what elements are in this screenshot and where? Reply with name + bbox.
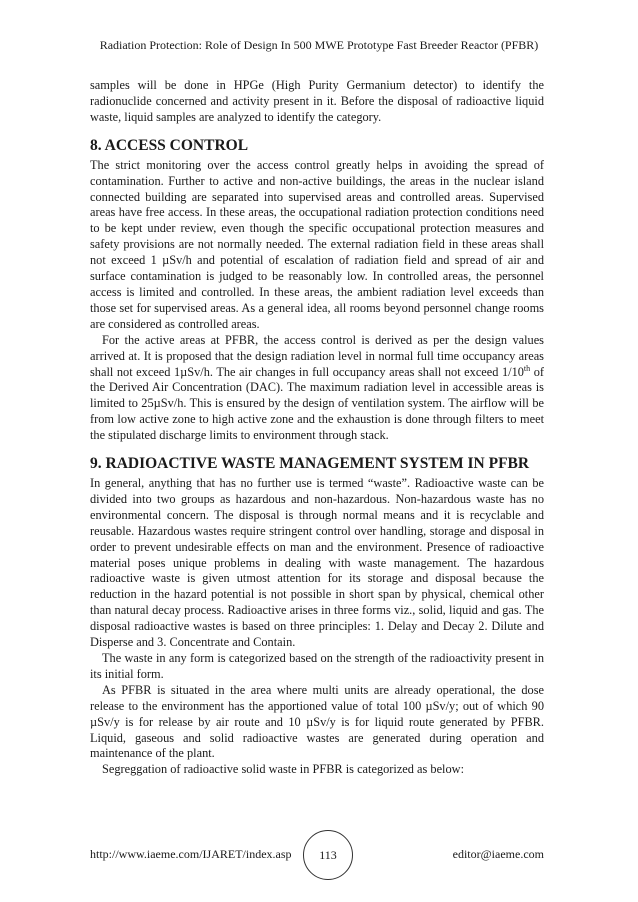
section-9-paragraph-1: In general, anything that has no further use is termed “waste”. Radioactive waste can be divided into two groups as hazardous and non-hazardous. Non-hazardous waste has no environmental concern. The disposal is through normal means and it is recyclable and reusable. Hazardous wastes require stringent control over handling, storage and disposal in order to prevent undesirable effects on man and the environment. Presence of radioactive material poses unique problems in dealing with waste management. The hazardous radioactive waste is given utmost attention for its storage and disposal because the reduction in the hazard potential is not possible in short span by physical, chemical other than natural decay process. Radioactive arises in three forms viz., solid, liquid and gas. The disposal radioactive wastes is based on three principles: 1. Delay and Decay 2. Dilute and Disperse and 3. Concentrate and Contain. [90,476,544,650]
page-content [90,78,544,778]
section-8-paragraph-1: The strict monitoring over the access control greatly helps in avoiding the spread of contamination. Further to active and non-active buildings, the areas in the nuclear island connected building are separated into supervised areas and controlled areas. Supervised areas have free access. In these areas, the occupational radiation protection conditions need to be kept under review, even though the specific occupational protection measures and safety provisions are not normally needed. The external radiation field in these areas shall not exceed 1 µSv/h and potential of escalation of radiation field and spread of air and surface contamination is judged to be reasonably low. In controlled areas, the personnel access is limited and controlled. In these areas, the ambient radiation level exceeds than those set for supervised areas. As a general idea, all rooms beyond personnel change rooms are considered as controlled areas. [90,157,544,331]
running-header: Radiation Protection: Role of Design In 500 MWE Prototype Fast Breeder Reactor (PFBR) [99,38,539,52]
page-number-badge: 113 [303,830,353,880]
footer-email-link[interactable]: editor@iaeme.com [452,847,544,861]
section-9-paragraph-3: As PFBR is situated in the area where multi units are already operational, the dose release to the environment has the apportioned value of total 100 µSv/y; out of which 90 µSv/y is for release by air route and 10 µSv/y is for liquid route generated by PFBR. Liquid, gaseous and solid radioactive wastes are generated during operation and maintenance of the plant. [90,682,544,761]
section-8-p2-part-b: of the Derived Air Concentration (DAC). The maximum radiation level in accessible areas is limited to 25µSv/h. This is ensured by the design of ventilation system. The airflow will be from low active zone to high active zone and the exhaustion is done through filters to meet the stipulated discharge limits to environment through stack. [90,364,544,443]
intro-paragraph: samples will be done in HPGe (High Purity Germanium detector) to identify the radionuclide concerned and activity present in it. Before the disposal of radioactive liquid waste, liquid samples are analyzed to identify the category. [90,78,544,124]
section-9-paragraph-4: Segreggation of radioactive solid waste in PFBR is categorized as below: [102,762,465,777]
section-9-paragraph-2: The waste in any form is categorized based on the strength of the radioactivity present in its initial form. [90,651,544,681]
superscript-th: th [523,363,531,373]
section-8-p2-part-a: For the active areas at PFBR, the access control is derived as per the design values arrived at. It is proposed that the design radiation level in normal full time occupancy areas shall not exceed 1µSv/h. The air changes in full occupancy areas shall not exceed 1/10 [90,332,544,379]
page-footer [90,842,544,866]
footer-url-link[interactable]: http://www.iaeme.com/IJARET/index.asp [90,847,292,861]
section-9-heading: 9. RADIOACTIVE WASTE MANAGEMENT SYSTEM IN PFBR [90,455,530,473]
section-8-heading: 8. ACCESS CONTROL [90,136,249,154]
section-8-paragraph-2 [90,333,544,444]
